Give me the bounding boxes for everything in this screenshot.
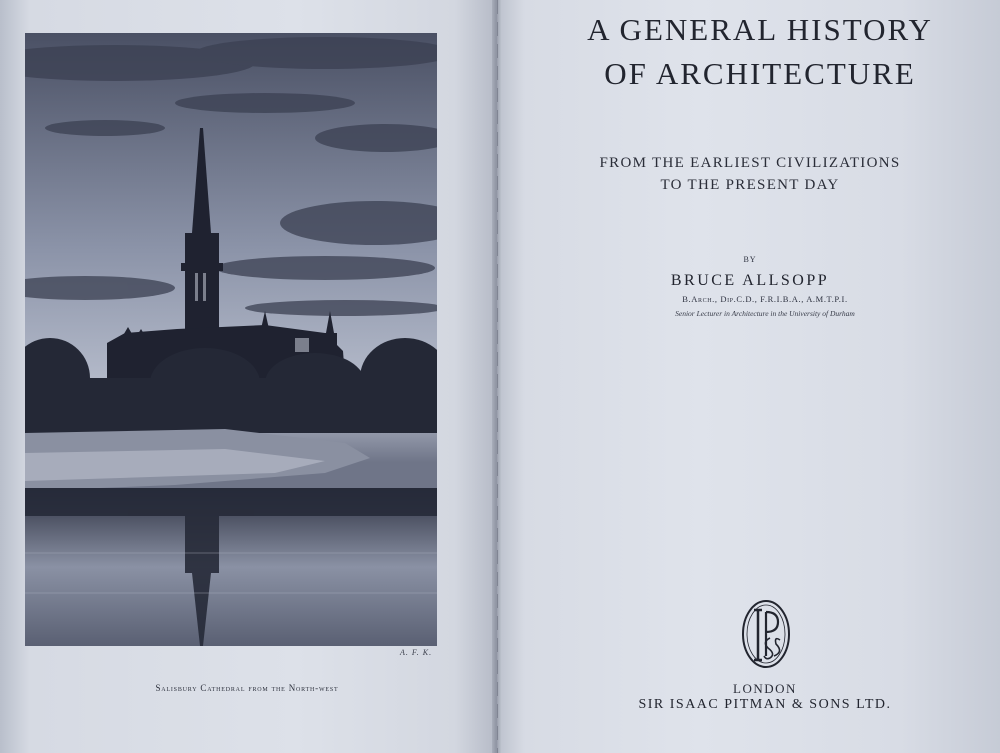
author-qualifications: B.Arch., Dip.C.D., F.R.I.B.A., A.M.T.P.I. [682, 294, 848, 304]
by-label: BY [743, 255, 757, 264]
plate-credit: A. F. K. [400, 648, 433, 657]
title-line-1: A GENERAL HISTORY [587, 12, 933, 47]
author-position: Senior Lecturer in Architecture in the University of Durham [675, 309, 855, 318]
publisher-name: SIR ISAAC PITMAN & SONS LTD. [638, 697, 892, 712]
subtitle-line-1: FROM THE EARLIEST CIVILIZATIONS [599, 155, 901, 171]
plate-caption: Salisbury Cathedral from the North-west [155, 683, 339, 693]
binding-stitch [497, 0, 498, 753]
author-name: BRUCE ALLSOPP [670, 272, 830, 289]
subtitle-line-2: TO THE PRESENT DAY [660, 177, 840, 193]
cathedral-illustration [25, 33, 437, 646]
book-title [520, 8, 1000, 96]
publisher-monogram-icon [740, 598, 792, 670]
frontispiece-photo [25, 33, 437, 646]
title-line-2: OF ARCHITECTURE [604, 56, 916, 91]
book-subtitle [510, 152, 990, 196]
publisher-logo [740, 598, 792, 675]
publisher-city: LONDON [733, 681, 797, 696]
